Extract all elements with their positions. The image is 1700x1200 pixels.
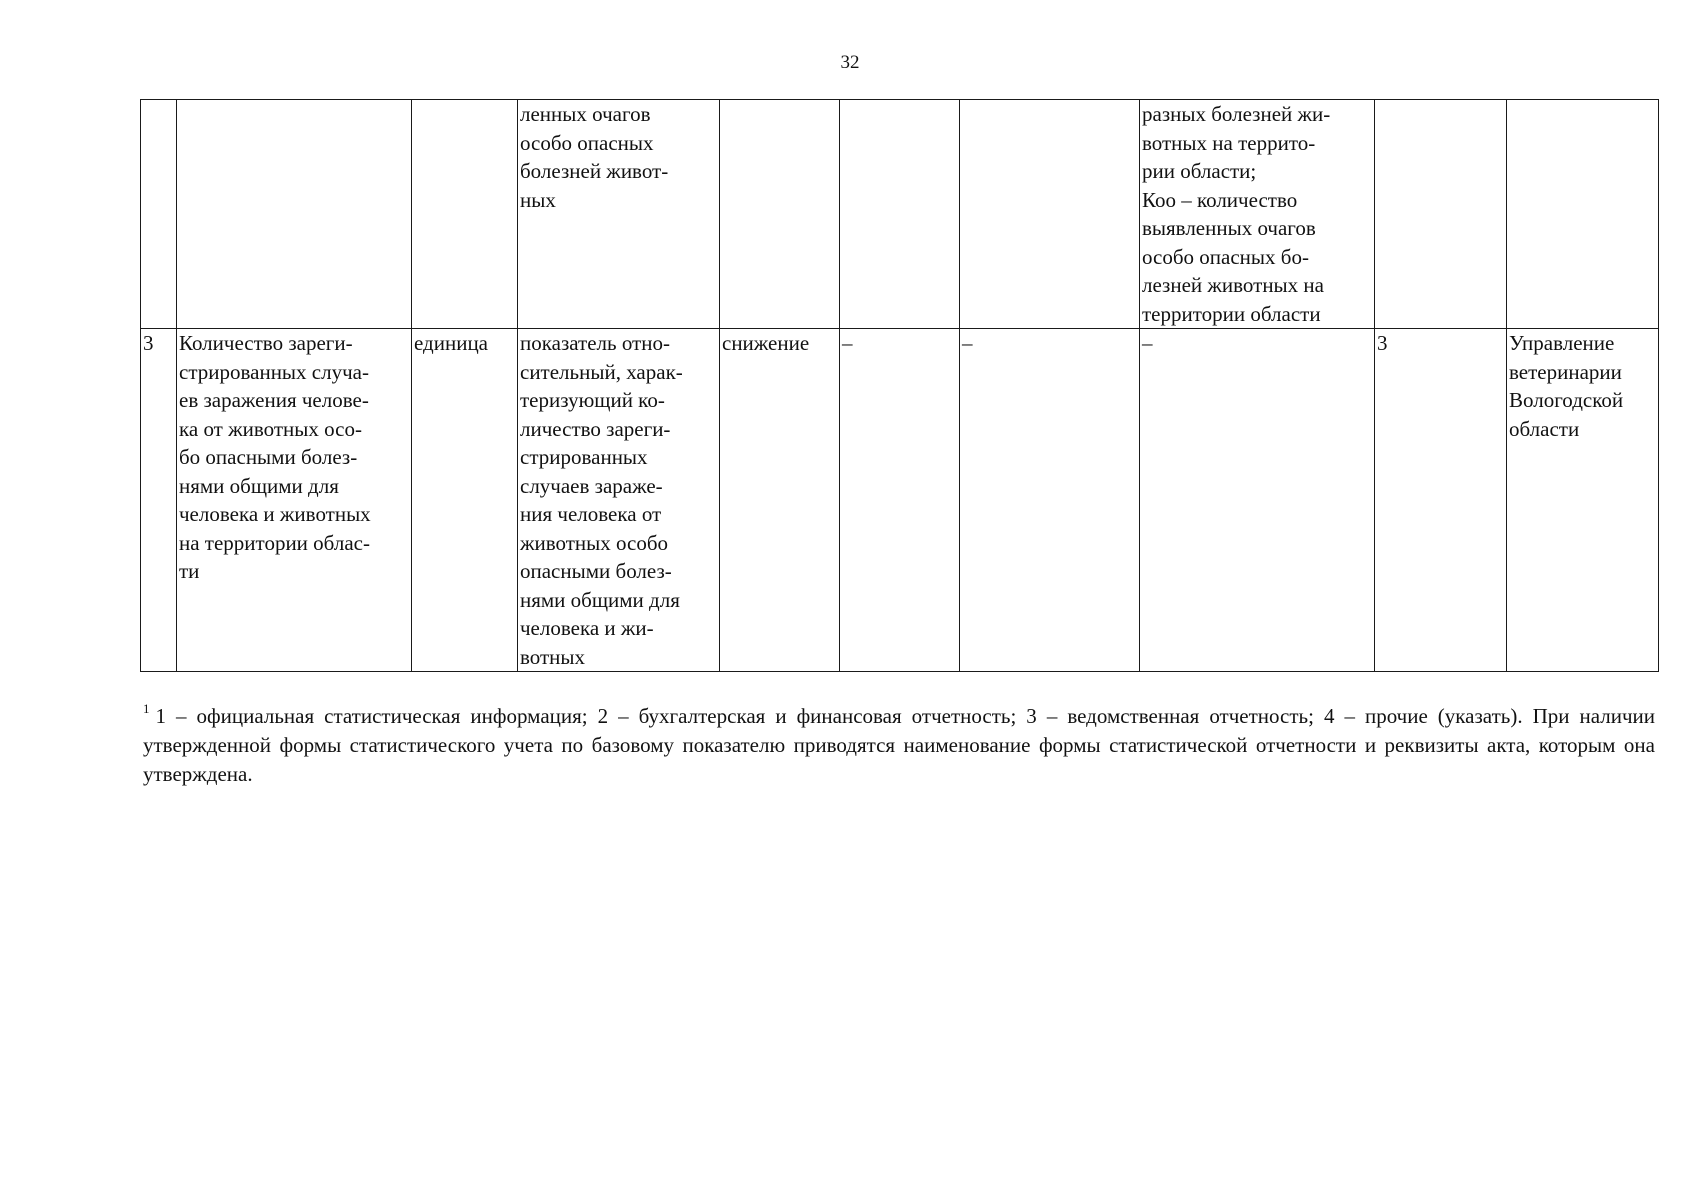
table-cell bbox=[840, 100, 960, 329]
cell-text-line: ти bbox=[179, 559, 200, 583]
cell-text-line: Количество зареги- bbox=[179, 331, 353, 355]
cell-text-line: особо опасных бо- bbox=[1142, 244, 1309, 269]
cell-text-line: случаев зараже- bbox=[520, 473, 663, 498]
table-cell bbox=[1375, 100, 1507, 329]
footnote-marker: 1 bbox=[143, 701, 150, 716]
cell-text-line: ветеринарии bbox=[1509, 359, 1622, 384]
table-row bbox=[141, 329, 1659, 672]
table-row bbox=[141, 100, 1659, 329]
table-cell bbox=[177, 329, 412, 672]
table-cell bbox=[1375, 329, 1507, 672]
table-cell bbox=[1140, 100, 1375, 329]
cell-text-line: болезней живот- bbox=[520, 159, 669, 183]
table-cell bbox=[1507, 100, 1659, 329]
table-cell bbox=[840, 329, 960, 672]
table-cell bbox=[1507, 329, 1659, 672]
cell-text-line: нями общими для bbox=[179, 473, 339, 498]
cell-text-line: 3 bbox=[1377, 331, 1388, 355]
table-cell bbox=[960, 100, 1140, 329]
cell-text-line: области bbox=[1509, 416, 1580, 441]
cell-text-line: единица bbox=[414, 331, 489, 355]
cell-text-line: Вологодской bbox=[1509, 388, 1624, 412]
cell-text-line: теризующий ко- bbox=[520, 388, 665, 412]
cell-text-line: сительный, харак- bbox=[520, 359, 683, 384]
table-cell bbox=[720, 329, 840, 672]
cell-text-line: – bbox=[842, 331, 853, 355]
cell-text-line: вотных на террито- bbox=[1142, 130, 1316, 155]
cell-text-line: ев заражения челове- bbox=[179, 388, 369, 412]
table-cell bbox=[412, 329, 518, 672]
cell-text-line: разных болезней жи- bbox=[1142, 102, 1331, 126]
table-cell bbox=[1140, 329, 1375, 672]
cell-text-line: опасными болез- bbox=[520, 559, 672, 583]
cell-text-line: снижение bbox=[722, 331, 810, 355]
cell-text-line: животных особо bbox=[520, 530, 669, 555]
table-body bbox=[141, 100, 1659, 672]
cell-text-line: бо опасными болез- bbox=[179, 445, 358, 469]
page-number: 32 bbox=[840, 52, 860, 73]
cell-text-line: Управление bbox=[1509, 331, 1615, 355]
cell-text-line: ния человека от bbox=[520, 502, 662, 526]
cell-text-line: показатель отно- bbox=[520, 331, 670, 355]
table-cell bbox=[412, 100, 518, 329]
table-cell bbox=[720, 100, 840, 329]
cell-text-line: Коо – количество bbox=[1142, 187, 1298, 212]
cell-text-line: лезней животных на bbox=[1142, 273, 1324, 297]
cell-text-line: человека и жи- bbox=[520, 616, 654, 640]
cell-text-line: территории области bbox=[1142, 301, 1321, 326]
cell-text-line: нями общими для bbox=[520, 587, 680, 612]
cell-text-line: особо опасных bbox=[520, 130, 654, 155]
cell-text-line: ных bbox=[520, 187, 556, 212]
indicator-table bbox=[140, 99, 1659, 672]
cell-text-line: стрированных случа- bbox=[179, 359, 369, 384]
table-cell bbox=[518, 100, 720, 329]
cell-text-line: – bbox=[1142, 331, 1153, 355]
table-cell bbox=[960, 329, 1140, 672]
cell-text-line: рии области; bbox=[1142, 159, 1257, 183]
table-cell bbox=[141, 100, 177, 329]
cell-text-line: 3 bbox=[143, 331, 154, 355]
footnote bbox=[143, 696, 1655, 789]
cell-text-line: на территории облас- bbox=[179, 530, 370, 555]
cell-text-line: – bbox=[962, 331, 973, 355]
cell-text-line: выявленных очагов bbox=[1142, 216, 1316, 240]
cell-text-line: личество зареги- bbox=[520, 416, 671, 441]
cell-text-line: человека и животных bbox=[179, 502, 371, 526]
cell-text-line: стрированных bbox=[520, 445, 648, 469]
cell-text-line: ленных очагов bbox=[520, 102, 651, 126]
cell-text-line: вотных bbox=[520, 644, 586, 669]
table-cell bbox=[518, 329, 720, 672]
table-cell bbox=[177, 100, 412, 329]
cell-text-line: ка от животных осо- bbox=[179, 416, 362, 441]
table-cell bbox=[141, 329, 177, 672]
footnote-text: 1 – официальная статистическая информация; 2 – бухгалтерская и финансовая отчетность; 3 – ведомственная отчетность; 4 – прочие (указать). При наличии утвержденной формы статистического учета по базовому показателю приводятся наименование формы статистической отчетности и реквизиты акта, которым она утверждена. bbox=[143, 704, 1655, 786]
